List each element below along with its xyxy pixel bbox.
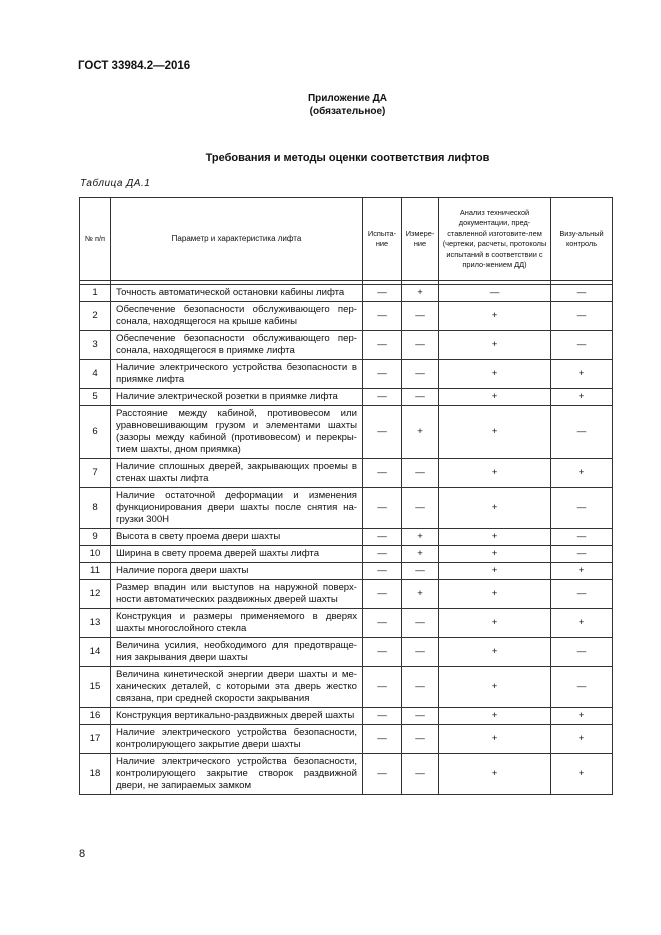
table-row	[80, 563, 613, 580]
row-analysis-mark: +	[439, 529, 551, 546]
table-row	[80, 360, 613, 389]
header-analysis: Анализ технической документации, пред-ставленной изготовите-лем (чертежи, расчеты, протоколы испытаний в соответствии с прило-жением ДД)	[439, 198, 551, 281]
row-number: 1	[80, 285, 111, 302]
row-number: 16	[80, 708, 111, 725]
row-measure-mark: —	[402, 488, 439, 529]
table-row	[80, 580, 613, 609]
header-num: № п/п	[80, 198, 111, 281]
table-row	[80, 285, 613, 302]
row-measure-mark: —	[402, 331, 439, 360]
row-test-mark: —	[363, 563, 402, 580]
row-measure-mark: —	[402, 609, 439, 638]
row-description: Размер впадин или выступов на наружной поверх-ности автоматических раздвижных дверей шахты	[111, 580, 363, 609]
page-number: 8	[79, 848, 86, 860]
row-test-mark: —	[363, 725, 402, 754]
row-analysis-mark: +	[439, 302, 551, 331]
row-analysis-mark: +	[439, 667, 551, 708]
row-visual-mark: +	[551, 389, 613, 406]
row-measure-mark: +	[402, 546, 439, 563]
row-test-mark: —	[363, 546, 402, 563]
row-analysis-mark: +	[439, 580, 551, 609]
row-description: Наличие электрического устройства безопасности, контролирующего закрытие двери шахты	[111, 725, 363, 754]
row-measure-mark: —	[402, 638, 439, 667]
row-visual-mark: +	[551, 459, 613, 488]
row-measure-mark: —	[402, 459, 439, 488]
row-analysis-mark: +	[439, 638, 551, 667]
row-description: Обеспечение безопасности обслуживающего пер-сонала, находящегося на крыше кабины	[111, 302, 363, 331]
row-test-mark: —	[363, 754, 402, 795]
row-description: Конструкция вертикально-раздвижных дверей шахты	[111, 708, 363, 725]
appendix-name: Приложение ДА	[307, 93, 388, 104]
row-description: Обеспечение безопасности обслуживающего пер-сонала, находящегося в приямке лифта	[111, 331, 363, 360]
row-visual-mark: —	[551, 638, 613, 667]
standard-header: ГОСТ 33984.2—2016	[78, 60, 191, 72]
row-analysis-mark: +	[439, 754, 551, 795]
row-number: 2	[80, 302, 111, 331]
row-number: 7	[80, 459, 111, 488]
row-visual-mark: +	[551, 754, 613, 795]
row-test-mark: —	[363, 302, 402, 331]
row-measure-mark: +	[402, 406, 439, 459]
row-visual-mark: +	[551, 725, 613, 754]
table-row	[80, 302, 613, 331]
row-measure-mark: —	[402, 667, 439, 708]
row-test-mark: —	[363, 459, 402, 488]
row-number: 14	[80, 638, 111, 667]
row-analysis-mark: +	[439, 725, 551, 754]
row-visual-mark: —	[551, 302, 613, 331]
row-number: 12	[80, 580, 111, 609]
appendix-heading	[0, 92, 661, 118]
row-number: 9	[80, 529, 111, 546]
table-row	[80, 488, 613, 529]
row-number: 6	[80, 406, 111, 459]
row-test-mark: —	[363, 580, 402, 609]
row-analysis-mark: +	[439, 708, 551, 725]
row-test-mark: —	[363, 360, 402, 389]
row-visual-mark: —	[551, 580, 613, 609]
row-test-mark: —	[363, 331, 402, 360]
table-row	[80, 754, 613, 795]
row-visual-mark: —	[551, 285, 613, 302]
row-number: 3	[80, 331, 111, 360]
row-description: Наличие электрического устройства безопасности в приямке лифта	[111, 360, 363, 389]
row-number: 17	[80, 725, 111, 754]
row-analysis-mark: +	[439, 609, 551, 638]
row-analysis-mark: —	[439, 285, 551, 302]
row-visual-mark: —	[551, 488, 613, 529]
row-number: 13	[80, 609, 111, 638]
row-measure-mark: +	[402, 580, 439, 609]
header-measure: Измере-ние	[402, 198, 439, 281]
row-description: Наличие электрического устройства безопасности, контролирующего закрытие створок раздвижной двери, не запираемых замком	[111, 754, 363, 795]
row-test-mark: —	[363, 488, 402, 529]
row-description: Ширина в свету проема дверей шахты лифта	[111, 546, 363, 563]
row-test-mark: —	[363, 389, 402, 406]
row-measure-mark: —	[402, 563, 439, 580]
row-test-mark: —	[363, 667, 402, 708]
row-measure-mark: —	[402, 708, 439, 725]
table-row	[80, 389, 613, 406]
row-visual-mark: —	[551, 406, 613, 459]
row-description: Наличие электрической розетки в приямке лифта	[111, 389, 363, 406]
row-description: Точность автоматической остановки кабины лифта	[111, 285, 363, 302]
table-row	[80, 406, 613, 459]
row-visual-mark: —	[551, 529, 613, 546]
row-measure-mark: —	[402, 725, 439, 754]
row-description: Величина кинетической энергии двери шахты и ме-ханических деталей, с которыми эта дверь жестко связана, при средней скорости закрывания	[111, 667, 363, 708]
header-visual: Визу-альный контроль	[551, 198, 613, 281]
row-visual-mark: +	[551, 609, 613, 638]
row-number: 11	[80, 563, 111, 580]
table-row	[80, 708, 613, 725]
row-visual-mark: +	[551, 360, 613, 389]
row-test-mark: —	[363, 406, 402, 459]
table-row	[80, 667, 613, 708]
table-label: Таблица ДА.1	[80, 178, 151, 189]
row-description: Наличие порога двери шахты	[111, 563, 363, 580]
table-row	[80, 546, 613, 563]
row-description: Конструкция и размеры применяемого в дверях шахты многослойного стекла	[111, 609, 363, 638]
table-row	[80, 638, 613, 667]
row-visual-mark: —	[551, 546, 613, 563]
row-measure-mark: —	[402, 360, 439, 389]
row-analysis-mark: +	[439, 389, 551, 406]
table-row	[80, 725, 613, 754]
row-number: 10	[80, 546, 111, 563]
table-row	[80, 459, 613, 488]
row-analysis-mark: +	[439, 488, 551, 529]
row-number: 15	[80, 667, 111, 708]
row-measure-mark: +	[402, 529, 439, 546]
row-test-mark: —	[363, 638, 402, 667]
row-analysis-mark: +	[439, 331, 551, 360]
row-visual-mark: +	[551, 708, 613, 725]
row-analysis-mark: +	[439, 546, 551, 563]
row-analysis-mark: +	[439, 459, 551, 488]
row-description: Высота в свету проема двери шахты	[111, 529, 363, 546]
row-measure-mark: —	[402, 389, 439, 406]
appendix-status: (обязательное)	[309, 106, 386, 117]
row-description: Величина усилия, необходимого для предотвраще-ния закрывания двери шахты	[111, 638, 363, 667]
row-measure-mark: —	[402, 302, 439, 331]
row-test-mark: —	[363, 285, 402, 302]
row-measure-mark: +	[402, 285, 439, 302]
row-analysis-mark: +	[439, 360, 551, 389]
row-description: Наличие остаточной деформации и изменения функционирования двери шахты после снятия на-грузки 300Н	[111, 488, 363, 529]
row-number: 5	[80, 389, 111, 406]
row-visual-mark: +	[551, 563, 613, 580]
header-param: Параметр и характеристика лифта	[111, 198, 363, 281]
row-test-mark: —	[363, 708, 402, 725]
row-description: Наличие сплошных дверей, закрывающих проемы в стенах шахты лифта	[111, 459, 363, 488]
table-body	[80, 285, 613, 795]
row-test-mark: —	[363, 609, 402, 638]
header-test: Испыта-ние	[363, 198, 402, 281]
row-number: 18	[80, 754, 111, 795]
section-title: Требования и методы оценки соответствия лифтов	[205, 152, 490, 164]
row-visual-mark: —	[551, 667, 613, 708]
table-row	[80, 331, 613, 360]
row-analysis-mark: +	[439, 563, 551, 580]
table-header-row	[80, 198, 613, 281]
table-row	[80, 529, 613, 546]
row-number: 4	[80, 360, 111, 389]
row-visual-mark: —	[551, 331, 613, 360]
row-number: 8	[80, 488, 111, 529]
requirements-table	[79, 197, 613, 795]
row-measure-mark: —	[402, 754, 439, 795]
row-description: Расстояние между кабиной, противовесом или уравновешивающим грузом и элементами шахты (зазоры между кабиной (противовесом) и перекры-тием шахты, дном приямка)	[111, 406, 363, 459]
row-analysis-mark: +	[439, 406, 551, 459]
table-row	[80, 609, 613, 638]
row-test-mark: —	[363, 529, 402, 546]
